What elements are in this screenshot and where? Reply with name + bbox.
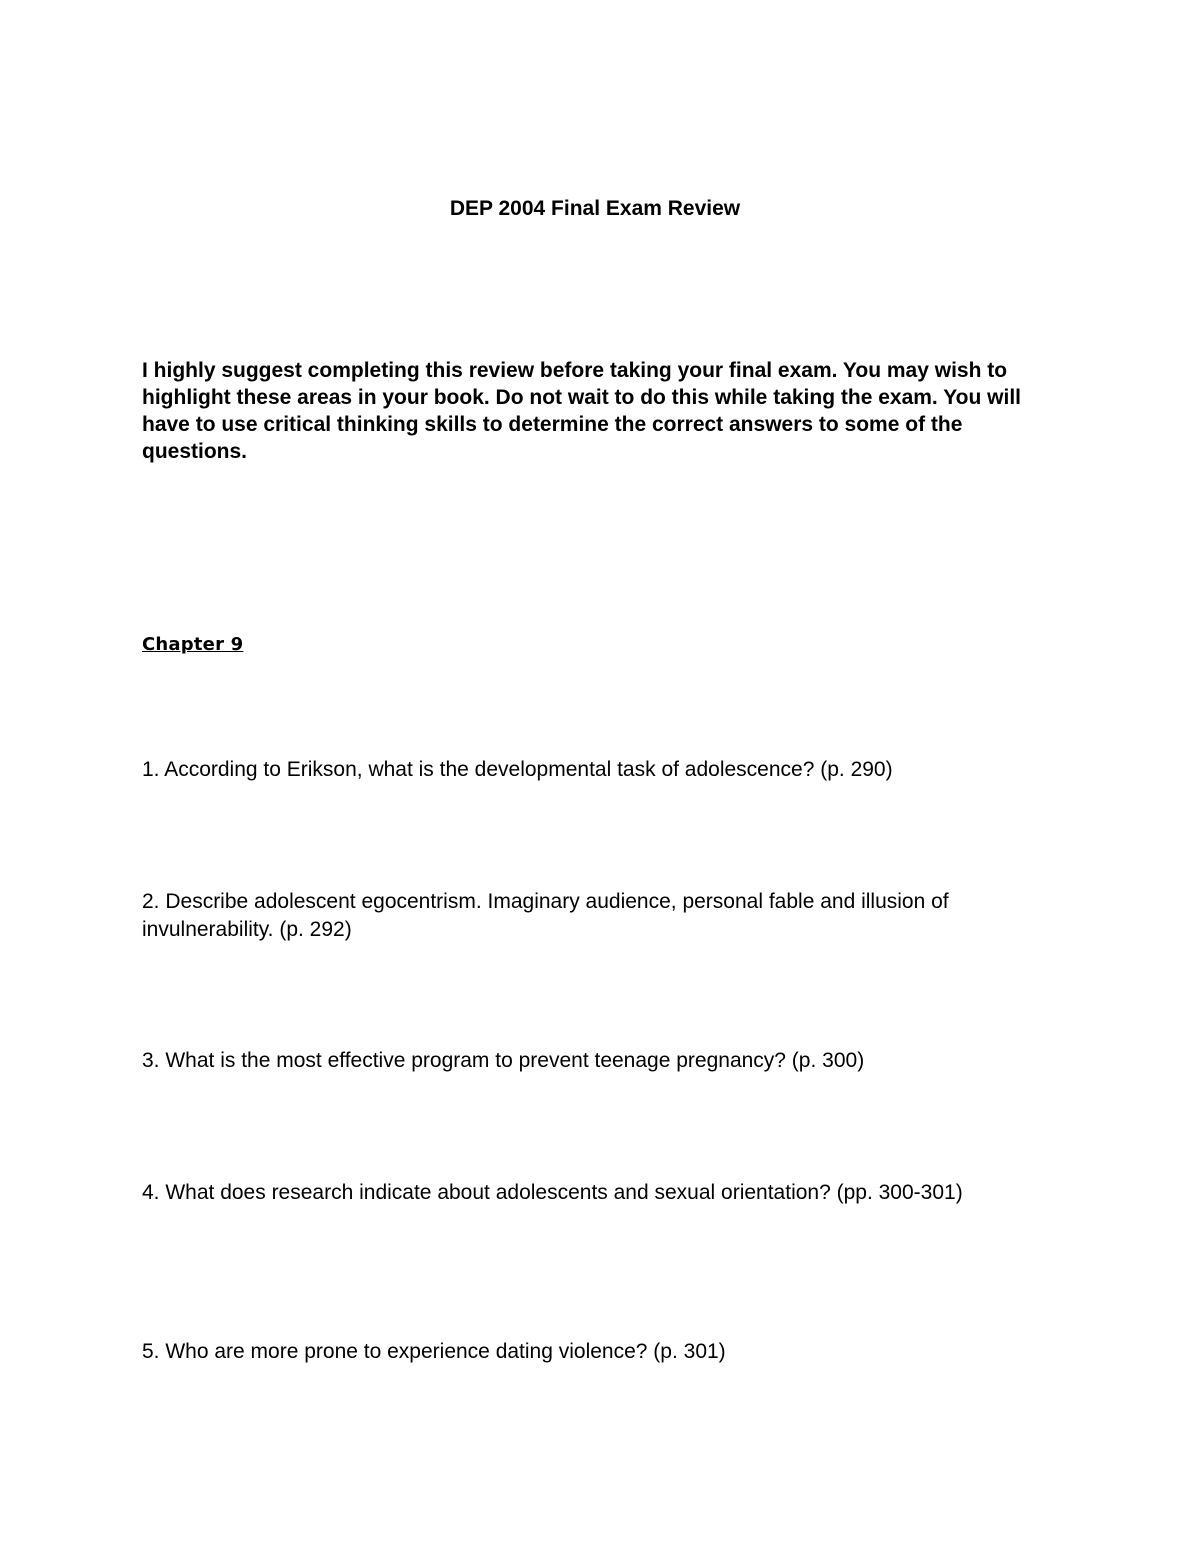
question-3: 3. What is the most effective program to prevent teenage pregnancy? (p. 300) (142, 1049, 865, 1072)
question-2: 2. Describe adolescent egocentrism. Imaginary audience, personal fable and illusion of invulnerability. (p. 292) (142, 890, 949, 941)
page-title: DEP 2004 Final Exam Review (449, 197, 741, 220)
chapter-heading: Chapter 9 (142, 634, 244, 655)
question-4: 4. What does research indicate about adolescents and sexual orientation? (pp. 300-301) (142, 1181, 963, 1204)
question-1: 1. According to Erikson, what is the developmental task of adolescence? (p. 290) (142, 758, 893, 781)
intro-paragraph: I highly suggest completing this review before taking your final exam. You may wish to highlight these areas in your book. Do not wait to do this while taking the exam. You will have to use critical thinking skills to determine the correct answers to some of the questions. (142, 359, 1021, 463)
question-5: 5. Who are more prone to experience dating violence? (p. 301) (142, 1340, 726, 1363)
